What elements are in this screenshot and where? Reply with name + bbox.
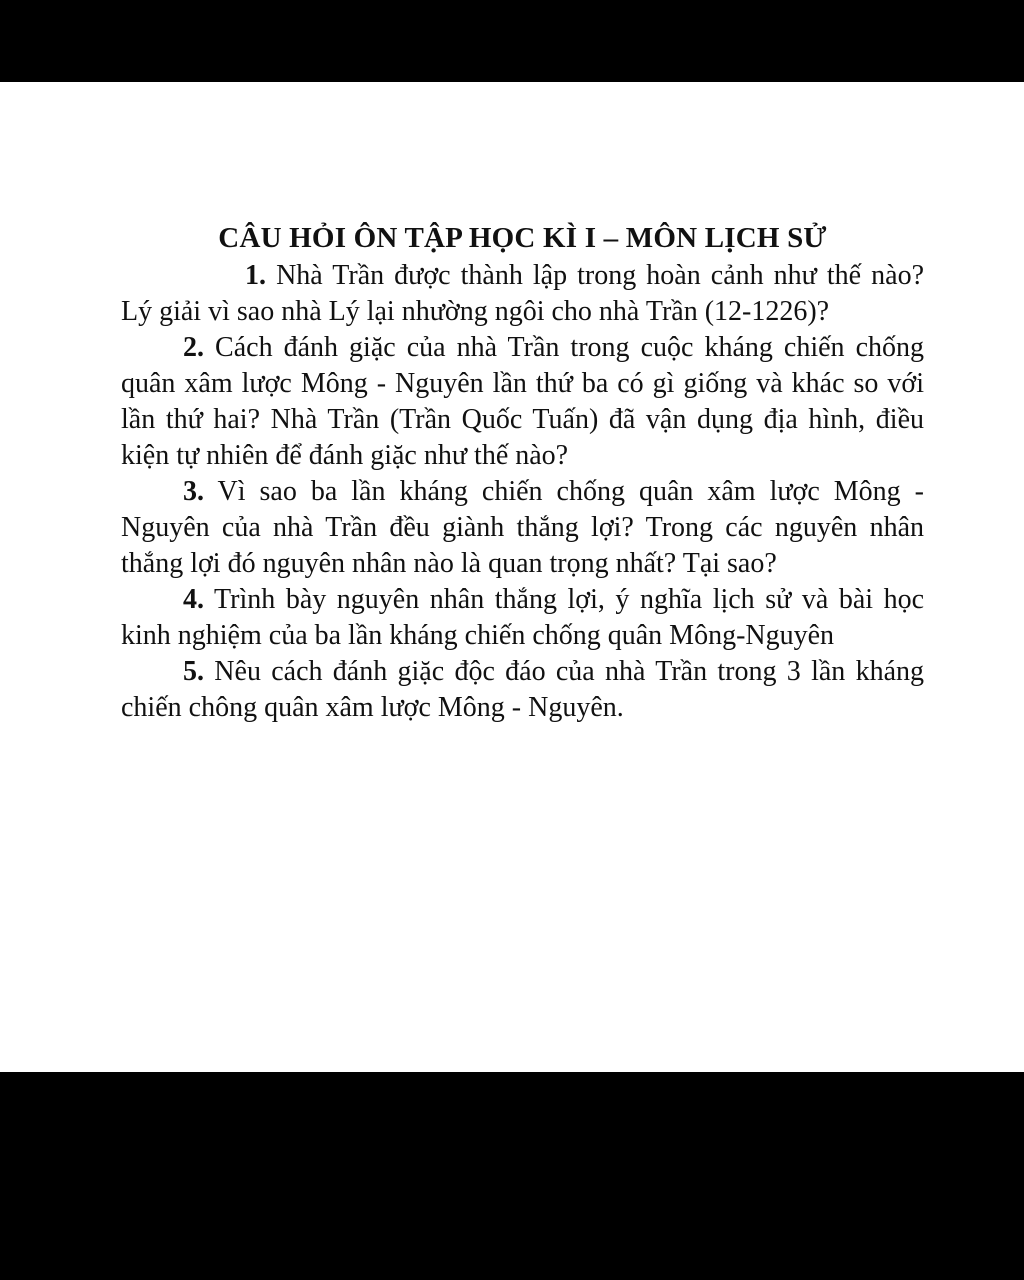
question-2-text: Cách đánh giặc của nhà Trần trong cuộc kháng chiến chống quân xâm lược Mông - Nguyên lần thứ ba có gì giống và khác so với lần thứ hai? Nhà Trần (Trần Quốc Tuấn) đã vận dụng địa hình, điều kiện tự nhiên để đánh giặc như thế nào? xyxy=(121,332,924,471)
bottom-black-bar xyxy=(0,1072,1024,1280)
question-2-number: 2. xyxy=(183,332,204,363)
question-1 xyxy=(121,258,924,330)
question-4 xyxy=(121,582,924,654)
question-1-text: Nhà Trần được thành lập trong hoàn cảnh như thế nào? Lý giải vì sao nhà Lý lại nhường ngôi cho nhà Trần (12-1226)? xyxy=(121,260,925,327)
question-4-text: Trình bày nguyên nhân thắng lợi, ý nghĩa lịch sử và bài học kinh nghiệm của ba lần kháng chiến chống quân Mông-Nguyên xyxy=(121,584,925,651)
question-3-text: Vì sao ba lần kháng chiến chống quân xâm lược Mông - Nguyên của nhà Trần đều giành thắng lợi? Trong các nguyên nhân thắng lợi đó nguyên nhân nào là quan trọng nhất? Tại sao? xyxy=(121,476,924,579)
question-5-text: Nêu cách đánh giặc độc đáo của nhà Trần trong 3 lần kháng chiến chông quân xâm lược Mông - Nguyên. xyxy=(121,656,924,723)
document-content xyxy=(121,218,924,726)
document-title: CÂU HỎI ÔN TẬP HỌC KÌ I – MÔN LỊCH SỬ xyxy=(218,222,827,254)
question-5 xyxy=(121,654,924,726)
question-2 xyxy=(121,330,924,474)
question-3 xyxy=(121,474,924,582)
question-3-number: 3. xyxy=(183,476,204,507)
question-1-number: 1. xyxy=(245,260,266,291)
question-4-number: 4. xyxy=(183,584,204,615)
top-black-bar xyxy=(0,0,1024,82)
question-5-number: 5. xyxy=(183,656,204,687)
